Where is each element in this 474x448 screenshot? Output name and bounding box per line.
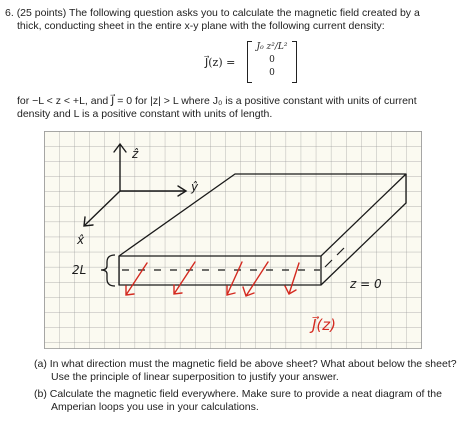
graph-paper-grid xyxy=(44,131,422,349)
condition-line-2: density and L is a positive constant with units of length. xyxy=(17,108,273,120)
y-axis-label: ŷ xyxy=(191,180,199,194)
question-number: 6. xyxy=(5,7,14,19)
midplane-label: z = 0 xyxy=(350,277,382,291)
matrix-entry-3: 0 xyxy=(269,68,275,78)
part-a-line-2: Use the principle of linear superposition to justify your answer. xyxy=(51,371,339,383)
intro-line-1 xyxy=(5,7,420,20)
thickness-label: 2L xyxy=(72,263,87,277)
matrix-entry-2: 0 xyxy=(269,55,275,65)
matrix-right-bracket xyxy=(292,41,297,83)
intro-text-1: The following question asks you to calculate the magnetic field created by a xyxy=(69,7,420,19)
z-axis-label: ẑ xyxy=(132,147,139,161)
x-axis-label: x̂ xyxy=(77,233,85,247)
part-a-line-1: (a) In what direction must the magnetic field be above sheet? What about below the sheet? xyxy=(34,358,457,370)
equation-lhs: J⃗(z) = xyxy=(205,56,236,69)
part-b-line-1: (b) Calculate the magnetic field everywhere. Make sure to provide a neat diagram of the xyxy=(34,388,442,400)
part-b-line-2: Amperian loops you use in your calculations. xyxy=(51,401,259,413)
question-points: (25 points) xyxy=(16,7,67,19)
current-density-label: J⃗(z) xyxy=(312,316,337,334)
intro-line-2: thick, conducting sheet in the entire x-y plane with the following current density: xyxy=(17,20,385,32)
hand-sketch-figure xyxy=(44,131,422,349)
current-density-equation xyxy=(200,41,300,86)
matrix-entry-1: J₀ z²/L² xyxy=(256,42,288,52)
condition-line-1: for −L < z < +L, and J⃗ = 0 for |z| > L where J₀ is a positive constant with units of current xyxy=(17,95,417,107)
